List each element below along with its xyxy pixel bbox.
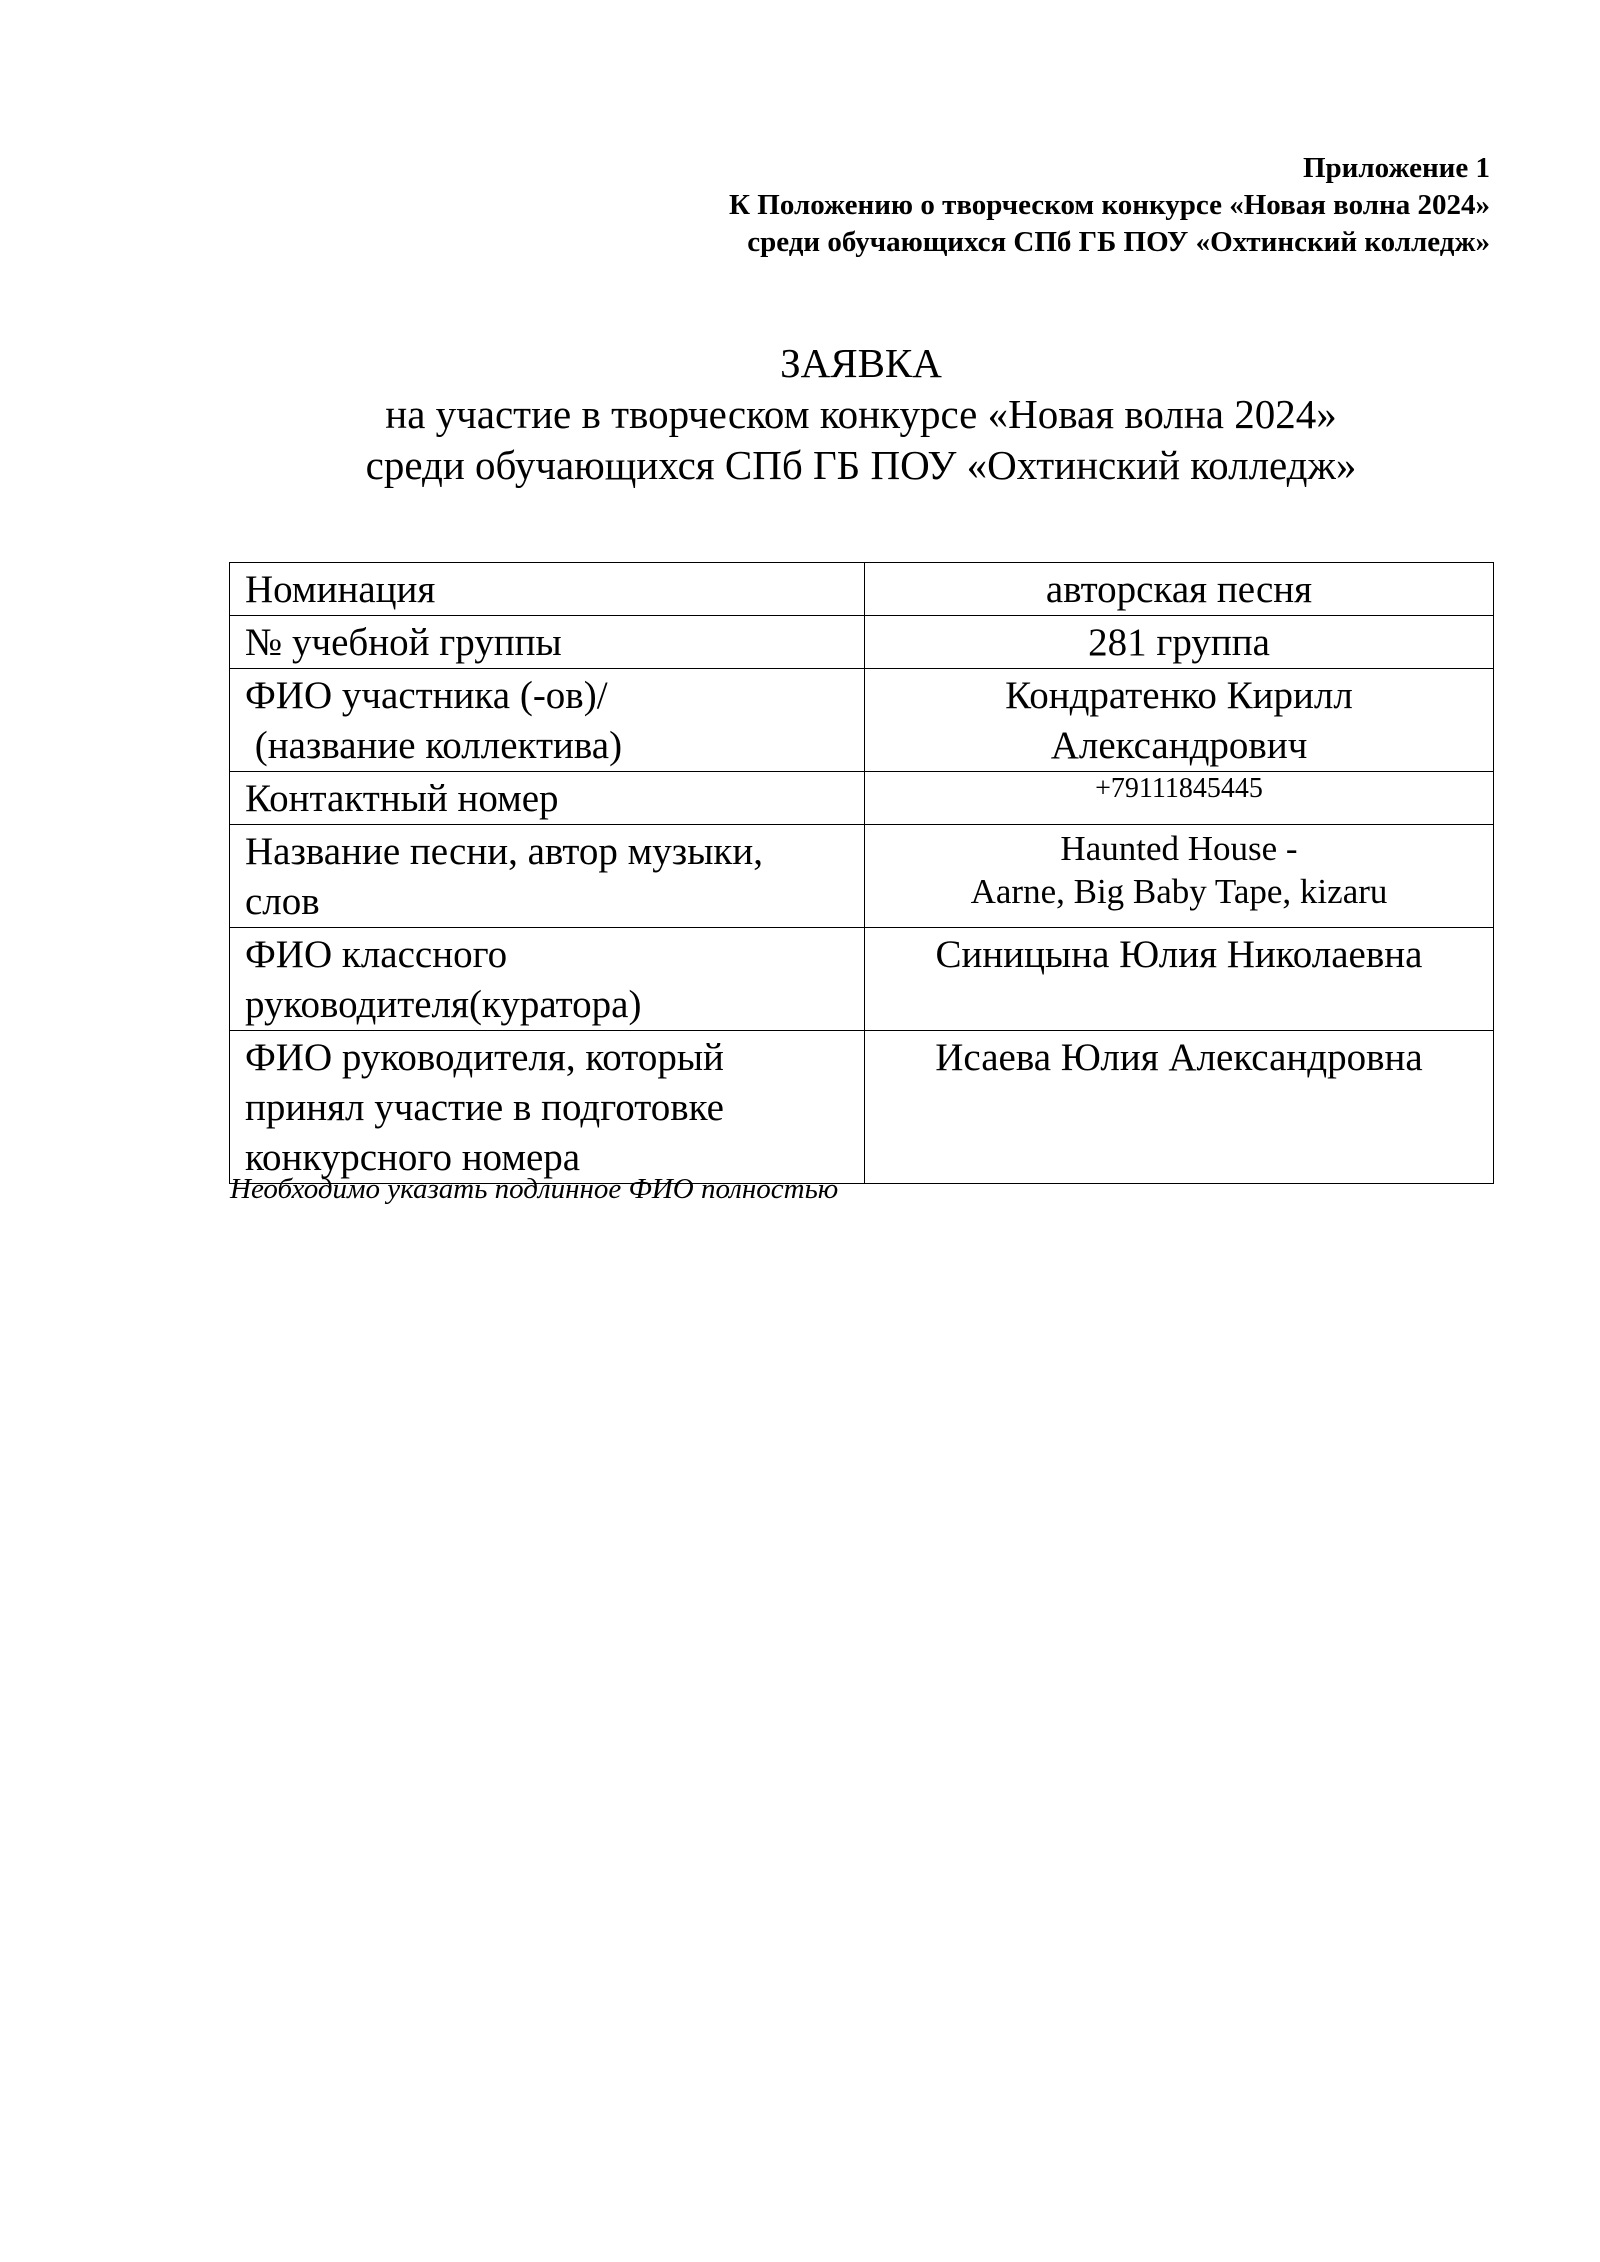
song-value-line2: Aarne, Big Baby Tape, kizaru xyxy=(970,872,1388,911)
participant-value xyxy=(865,669,1494,772)
contact-label: Контактный номер xyxy=(230,772,865,825)
participant-label-line1: ФИО участника (-ов)/ xyxy=(245,674,608,717)
application-table xyxy=(229,562,1494,1184)
leader-label xyxy=(230,1031,865,1184)
appendix-audience: среди обучающихся СПб ГБ ПОУ «Охтинский колледж» xyxy=(747,226,1490,258)
appendix-regulation: К Положению о творческом конкурсе «Новая волна 2024» xyxy=(729,189,1490,221)
group-value: 281 группа xyxy=(865,616,1494,669)
song-value xyxy=(865,825,1494,928)
curator-label-line1: ФИО классного xyxy=(245,933,508,976)
table-row-group xyxy=(230,616,1494,669)
participant-value-line1: Кондратенко Кирилл xyxy=(1005,674,1353,717)
nomination-label: Номинация xyxy=(230,563,865,616)
table-row-participant xyxy=(230,669,1494,772)
contact-value: +79111845445 xyxy=(865,772,1494,825)
footnote: Необходимо указать подлинное ФИО полностью xyxy=(230,1173,839,1205)
song-label-line1: Название песни, автор музыки, xyxy=(245,830,763,873)
table-row-contact xyxy=(230,772,1494,825)
leader-label-line3: конкурсного номера xyxy=(245,1136,581,1179)
curator-label xyxy=(230,928,865,1031)
group-label: № учебной группы xyxy=(230,616,865,669)
table-row-nomination xyxy=(230,563,1494,616)
curator-label-line2: руководителя(куратора) xyxy=(245,983,642,1026)
curator-value: Синицына Юлия Николаевна xyxy=(865,928,1494,1031)
title-audience: среди обучающихся СПб ГБ ПОУ «Охтинский колледж» xyxy=(365,442,1357,488)
title-subtitle: на участие в творческом конкурсе «Новая волна 2024» xyxy=(385,391,1337,437)
nomination-value: авторская песня xyxy=(865,563,1494,616)
document-title xyxy=(230,338,1492,491)
leader-label-line1: ФИО руководителя, который xyxy=(245,1036,724,1079)
song-label xyxy=(230,825,865,928)
song-value-line1: Haunted House - xyxy=(1060,829,1298,868)
leader-label-line2: принял участие в подготовке xyxy=(245,1086,724,1129)
participant-label xyxy=(230,669,865,772)
participant-label-line2: (название коллектива) xyxy=(245,724,623,767)
appendix-number: Приложение 1 xyxy=(1303,152,1490,184)
title-heading: ЗАЯВКА xyxy=(780,340,942,386)
table-row-leader xyxy=(230,1031,1494,1184)
song-label-line2: слов xyxy=(245,880,320,923)
leader-value: Исаева Юлия Александровна xyxy=(865,1031,1494,1184)
table-row-song xyxy=(230,825,1494,928)
participant-value-line2: Александрович xyxy=(1050,724,1308,767)
appendix-header xyxy=(729,150,1490,261)
table-row-curator xyxy=(230,928,1494,1031)
